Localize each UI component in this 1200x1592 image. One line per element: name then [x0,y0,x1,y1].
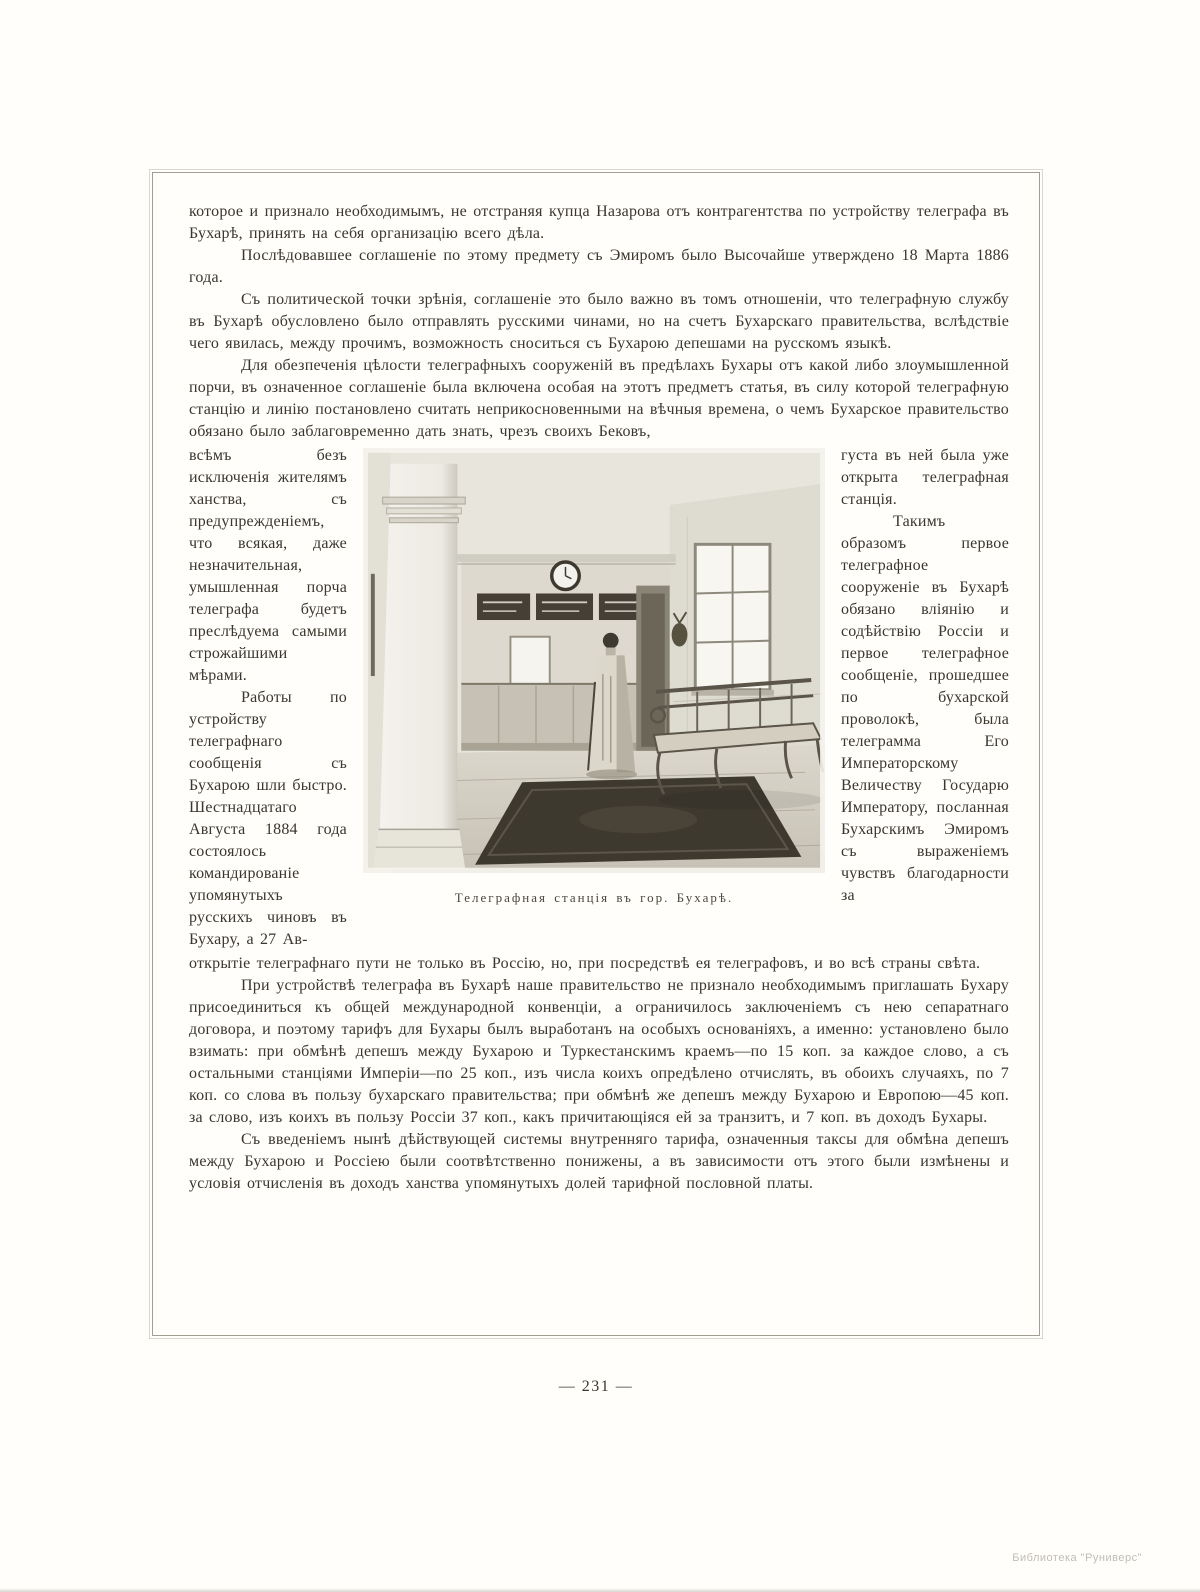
right-text-column [841,445,1009,951]
paragraph: Работы по устройству телеграфнаго сообщенія съ Бухарою шли быстро. Шестнадцатаго Августа 1884 года состоялось командированіе упомянутыхъ русскихъ чиновъ въ Бухару, а 27 Ав- [189,689,347,948]
station-figure [363,445,825,951]
paragraph: Съ политической точки зрѣнія, соглашеніе это было важно въ томъ отношеніи, что телеграфную службу въ Бухарѣ обусловлено было отправлять русскими чинами, но на счетъ Бухарскаго правительства, вслѣдствіе чего явилась, между прочимъ, возможность сноситься съ Бухарою депешами на русскомъ языкѣ. [189,291,1009,352]
paragraph: Для обезпеченія цѣлости телеграфныхъ сооруженій въ предѣлахъ Бухары отъ какой либо злоумышленной порчи, въ означенное соглашеніе была включена особая на этотъ предметъ статья, въ силу которой телеграфную станцію и линію постановлено считать неприкосновенными на вѣчныя времена, о чемъ Бухарское правительство обязано было заблаговременно дать знать, чрезъ своихъ Бековъ, [189,357,1009,440]
illustration-window [691,544,774,695]
scan-edge-artifact [0,1588,1200,1592]
paragraph: открытіе телеграфнаго пути не только въ Россію, но, при посредствѣ ея телеграфовъ, и во всѣ страны свѣта. [189,955,981,972]
illustration-clock [552,562,580,590]
paragraph: Съ введеніемъ нынѣ дѣйствующей системы внутренняго тарифа, означенныя таксы для обмѣна депешъ между Бухарою и Россіею были соотвѣтственно понижены, а въ зависимости отъ этого были измѣнены и условія отчисленія въ доходъ ханства упомянутыхъ долей тарифной пословной платы. [189,1131,1009,1192]
paragraph: При устройствѣ телеграфа въ Бухарѣ наше правительство не признало необходимымъ приглашать Бухару присоединиться къ общей международной конвенціи, а ограничилось заключеніемъ съ нею сепаратнаго договора, и поэтому тарифъ для Бухары былъ выработанъ на особыхъ основаніяхъ, а именно: установлено было взимать: при обмѣнѣ депешъ между Бухарою и Туркестанскимъ краемъ—по 15 коп. за каждое слово, а съ остальными станціями Имперіи—по 25 коп., изъ числа коихъ опредѣлено отчислять, въ обоихъ случаяхъ, по 7 коп. со слова въ пользу бухарскаго правительства; при обмѣнѣ же депешъ между Бухарою и Европою—45 коп. за слово, изъ коихъ въ пользу Россіи 37 коп., какъ причитающіяся ей за транзитъ, и 7 коп. въ доходъ Бухары. [189,977,1009,1126]
left-text-column [189,445,347,951]
paragraph: которое и признало необходимымъ, не отстраняя купца Назарова отъ контрагентства по устройству телеграфа въ Бухарѣ, принять на себя организацію всего дѣла. [189,203,1009,242]
page-frame [152,172,1040,1336]
page-text [189,201,1009,1195]
paragraph: густа въ ней была уже открыта телеграфная станція. [841,447,1009,508]
illustration-rug [475,776,801,864]
figure-caption: Телеграфная станція въ гор. Бухарѣ. [454,889,734,905]
library-watermark: Библиотека "Руниверс" [1012,1552,1142,1564]
figure-text-band [189,445,1009,951]
paragraph: всѣмъ безъ исключенія жителямъ ханства, съ предупрежденіемъ, что всякая, даже незначительная, умышленная порча телеграфа будетъ преслѣдуема самыми строжайшими мѣрами. [189,447,347,684]
paragraph: Послѣдовавшее соглашеніе по этому предмету съ Эмиромъ было Высочайше утверждено 18 Марта 1886 года. [189,247,1009,286]
paragraph: Такимъ образомъ первое телеграфное сооруженіе въ Бухарѣ обязано вліянію и содѣйствію Россіи и первое телеграфное сообщеніе, прошедшее по бухарской проволокѣ, была телеграмма Его Императорскому Величеству Государю Императору, посланная Бухарскимъ Эмиромъ съ выраженіемъ чувствъ благодарности за [841,513,1009,904]
telegraph-station-illustration [363,448,825,873]
page-number: — 231 — [558,1378,634,1395]
